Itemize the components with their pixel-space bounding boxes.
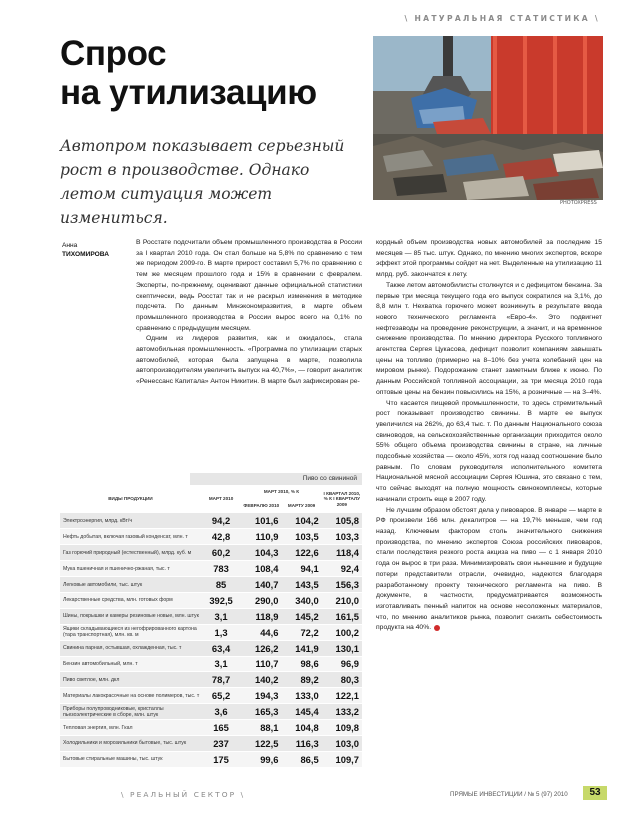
header-march-2009: МАРТУ 2009 xyxy=(281,499,321,513)
author-first-name: Анна xyxy=(62,242,78,249)
value-vs-march-2009: 86,5 xyxy=(281,751,321,767)
value-q1: 118,4 xyxy=(322,545,362,561)
value-vs-feb: 140,2 xyxy=(241,672,281,688)
value-march-2010: 94,2 xyxy=(201,513,241,529)
author-byline xyxy=(62,241,132,259)
value-vs-march-2009: 143,5 xyxy=(281,577,321,593)
paragraph: В Росстате подсчитали объем промышленного производства в России за I квартал 2010 года. Он стал больше на 5,8% по сравнению с тем же периодом 2009-го. В марте прирост составил 5,7% по сравнению с тем же месяцем прошлого года и 15% в сравнении с февралем. Эксперты, по-прежнему, оценивают данные официальной статистики скептически, ведь Росстат так и не раскрыл изменения в методике подсчета. По данным Минэкономразвития, в марте объем промышленного производства в России вырос всего на 0,1% по сравнению с предыдущим месяцем. xyxy=(136,239,362,332)
product-name: Лекарственные средства, млн. готовых форм xyxy=(60,592,201,608)
value-vs-feb: 122,5 xyxy=(241,735,281,751)
value-vs-march-2009: 116,3 xyxy=(281,735,321,751)
table-row xyxy=(60,608,362,624)
paragraph: кордный объем производства новых автомобилей за последние 15 месяцев — 85 тыс. штук. Однако, по мнению многих экспертов, вскоре эффект этой программы сойдет на нет. Выделенные на утилизацию 11 млрд. руб. закончатся к лету. xyxy=(376,239,602,279)
value-vs-feb: 101,6 xyxy=(241,513,281,529)
value-q1: 133,2 xyxy=(322,704,362,720)
header-march-percent: МАРТ 2010, % К xyxy=(241,485,322,499)
value-q1: 156,3 xyxy=(322,577,362,593)
article-title xyxy=(60,34,340,112)
product-name: Легковые автомобили, тыс. штук xyxy=(60,577,201,593)
table-row xyxy=(60,513,362,529)
value-vs-feb: 108,4 xyxy=(241,561,281,577)
table-row xyxy=(60,656,362,672)
product-name: Свинина парная, остывшая, охлажденная, тыс. т xyxy=(60,640,201,656)
article-column-1 xyxy=(136,238,362,388)
article-lead: Автопром показывает серьезный рост в производстве. Однако летом ситуация может измениться. xyxy=(60,137,345,227)
value-vs-march-2009: 340,0 xyxy=(281,592,321,608)
value-march-2010: 237 xyxy=(201,735,241,751)
value-vs-feb: 165,3 xyxy=(241,704,281,720)
value-vs-feb: 126,2 xyxy=(241,640,281,656)
value-vs-feb: 44,6 xyxy=(241,624,281,640)
table-row xyxy=(60,561,362,577)
paragraph: Что касается пищевой промышленности, то здесь стремительный рост показывает производство свинины. В марте ее выпуск увеличился на 262%, до 63,4 тыс. т. По данным Национального союза свиноводов, на сельскохозяйственные организации приходится около 55% общего объема производства свинины в стране, на личные подсобные хозяйства — около 45%, хотя год назад соотношение было равным. По словам руководителя исполнительного комитета Национальной мясной ассоциации Сергея Юшина, это связано с тем, что сейчас выходят на полную мощность свинокомплексы, которые начинали строить еще в 2007 году. xyxy=(376,399,602,503)
value-march-2010: 1,3 xyxy=(201,624,241,640)
end-of-article-mark xyxy=(434,625,440,631)
header-march-2010: МАРТ 2010 xyxy=(201,485,241,513)
value-vs-march-2009: 104,8 xyxy=(281,720,321,736)
product-name: Бытовые стиральные машины, тыс. штук xyxy=(60,751,201,767)
value-march-2010: 783 xyxy=(201,561,241,577)
statistics-table xyxy=(60,485,362,768)
table-row xyxy=(60,640,362,656)
value-vs-feb: 194,3 xyxy=(241,688,281,704)
value-vs-feb: 99,6 xyxy=(241,751,281,767)
table-row xyxy=(60,624,362,640)
table-row xyxy=(60,592,362,608)
table-row xyxy=(60,704,362,720)
paragraph xyxy=(376,506,602,634)
value-vs-march-2009: 94,1 xyxy=(281,561,321,577)
article-column-2 xyxy=(376,238,602,634)
table-row xyxy=(60,688,362,704)
value-q1: 122,1 xyxy=(322,688,362,704)
value-vs-march-2009: 89,2 xyxy=(281,672,321,688)
product-name: Тепловая энергия, млн. Гкал xyxy=(60,720,201,736)
value-march-2010: 78,7 xyxy=(201,672,241,688)
value-q1: 130,1 xyxy=(322,640,362,656)
author-last-name: ТИХОМИРОВА xyxy=(62,251,109,258)
value-q1: 161,5 xyxy=(322,608,362,624)
value-q1: 109,7 xyxy=(322,751,362,767)
table-body xyxy=(60,513,362,767)
product-name: Мука пшеничная и пшенично-ржаная, тыс. т xyxy=(60,561,201,577)
product-name: Материалы лакокрасочные на основе полимеров, тыс. т xyxy=(60,688,201,704)
value-vs-march-2009: 145,2 xyxy=(281,608,321,624)
value-vs-march-2009: 133,0 xyxy=(281,688,321,704)
value-vs-march-2009: 104,2 xyxy=(281,513,321,529)
footer-section-tag: \ РЕАЛЬНЫЙ СЕКТОР \ xyxy=(121,790,246,799)
value-march-2010: 60,2 xyxy=(201,545,241,561)
table-row xyxy=(60,577,362,593)
product-name: Газ горючий природный (естественный), млрд. куб. м xyxy=(60,545,201,561)
value-q1: 103,3 xyxy=(322,529,362,545)
paragraph: Одним из лидеров развития, как и ожидалось, стала автомобильная промышленность. «Программа по утилизации старых автомобилей, которая была запущена в марте, позволила автопроизводителям увеличить выпуск на 40,7%», — говорит аналитик «Ренессанс Капитала» Антон Никитин. В марте был зафиксирован ре- xyxy=(136,335,362,386)
photo-credit: PHOTOXPRESS xyxy=(560,200,597,206)
value-vs-feb: 110,7 xyxy=(241,656,281,672)
value-q1: 100,2 xyxy=(322,624,362,640)
value-march-2010: 85 xyxy=(201,577,241,593)
value-march-2010: 3,6 xyxy=(201,704,241,720)
header-february-2010: ФЕВРАЛЮ 2010 xyxy=(241,499,281,513)
value-march-2010: 165 xyxy=(201,720,241,736)
value-vs-march-2009: 103,5 xyxy=(281,529,321,545)
footer-magazine: ПРЯМЫЕ ИНВЕСТИЦИИ / № 5 (97) 2010 xyxy=(450,791,568,798)
value-vs-feb: 118,9 xyxy=(241,608,281,624)
value-vs-march-2009: 141,9 xyxy=(281,640,321,656)
value-march-2010: 392,5 xyxy=(201,592,241,608)
value-march-2010: 65,2 xyxy=(201,688,241,704)
product-name: Электроэнергия, млрд. кВт/ч xyxy=(60,513,201,529)
value-march-2010: 3,1 xyxy=(201,608,241,624)
product-name: Пиво светлое, млн. дкл xyxy=(60,672,201,688)
value-q1: 210,0 xyxy=(322,592,362,608)
value-vs-feb: 110,9 xyxy=(241,529,281,545)
value-q1: 80,3 xyxy=(322,672,362,688)
product-name: Приборы полупроводниковые, кристаллы пьезоэлектрические в сборе, млн. штук xyxy=(60,704,201,720)
value-q1: 105,8 xyxy=(322,513,362,529)
table-row xyxy=(60,672,362,688)
value-march-2010: 175 xyxy=(201,751,241,767)
value-q1: 109,8 xyxy=(322,720,362,736)
value-vs-march-2009: 98,6 xyxy=(281,656,321,672)
paragraph-text: Не лучшим образом обстоят дела у пивоваров. В январе — марте в РФ произвели 166 млн. декалитров — на 19,7% меньше, чем год назад. Ключевым фактором столь значительного снижения производства, по мнению экспертов Союза российских пивоваров, стали последствия резкого роста акциза на пиво — с 1 января 2010 года он вырос в три раза. Минимизировать свои нынешние и будущие потери представители отрасли, очевидно, надеются благодаря разработанному проекту технического регламента на пиво. В документе, в частности, предусматривается возможность изготавливать пенный напиток на основе несоложеных материалов, что, по мнению аналитиков рынка, позволит снизить себестоимость продукта на 40%. xyxy=(376,506,602,632)
product-name: Бензин автомобильный, млн. т xyxy=(60,656,201,672)
value-vs-march-2009: 122,6 xyxy=(281,545,321,561)
title-line-2: на утилизацию xyxy=(60,73,317,112)
header-product: ВИДЫ ПРОДУКЦИИ xyxy=(60,485,201,513)
product-name: Ящики складывающиеся из негофрированного картона (тара транспортная), млн. кв. м xyxy=(60,624,201,640)
value-vs-march-2009: 145,4 xyxy=(281,704,321,720)
table-row xyxy=(60,545,362,561)
value-march-2010: 42,8 xyxy=(201,529,241,545)
value-vs-march-2009: 72,2 xyxy=(281,624,321,640)
table-tag: Пиво со свининой xyxy=(190,473,362,485)
product-name: Шины, покрышки и камеры резиновые новые, млн. штук xyxy=(60,608,201,624)
table-row xyxy=(60,751,362,767)
page-number: 53 xyxy=(583,786,607,800)
product-name: Нефть добытая, включая газовый конденсат, млн. т xyxy=(60,529,201,545)
value-q1: 96,9 xyxy=(322,656,362,672)
value-march-2010: 63,4 xyxy=(201,640,241,656)
paragraph: Также летом автомобилисты столкнутся и с дефицитом бензина. За первые три месяца текущего года его выпуск сократился на 3,1%, до 8,8 млн т. Нехватка горючего может возникнуть в результате ввода нового технического регламента «Евро-4». Это подвигнет нефтезаводы на проведение реконструкции, а значит, и на временное снижение производства. По мнению директора Русского топливного агентства Сергея Цукасова, дефицит позволит компаниям завышать цены на топливо (примерно на 8–10% без учета колебаний цен на мировом рынке). Подорожание станет заметным ближе к июню. По данным Российской топливной ассоциации, за три месяца 2010 года оптовые цены на бензин повысились на 15%, а розничные — на 3–4%. xyxy=(376,281,602,396)
value-vs-feb: 88,1 xyxy=(241,720,281,736)
value-march-2010: 3,1 xyxy=(201,656,241,672)
table-row xyxy=(60,529,362,545)
junkyard-photo-illustration xyxy=(373,36,603,200)
product-name: Холодильники и морозильники бытовые, тыс. штук xyxy=(60,735,201,751)
value-q1: 103,0 xyxy=(322,735,362,751)
table-row xyxy=(60,720,362,736)
value-vs-feb: 140,7 xyxy=(241,577,281,593)
value-q1: 92,4 xyxy=(322,561,362,577)
production-table xyxy=(60,473,362,768)
value-vs-feb: 290,0 xyxy=(241,592,281,608)
header-q1: I КВАРТАЛ 2010, % К I КВАРТАЛУ 2009 xyxy=(322,485,362,513)
title-line-1: Спрос xyxy=(60,34,167,73)
value-vs-feb: 104,3 xyxy=(241,545,281,561)
junkyard-photo xyxy=(373,36,603,200)
section-tag: \ НАТУРАЛЬНАЯ СТАТИСТИКА \ xyxy=(404,14,600,23)
table-row xyxy=(60,735,362,751)
